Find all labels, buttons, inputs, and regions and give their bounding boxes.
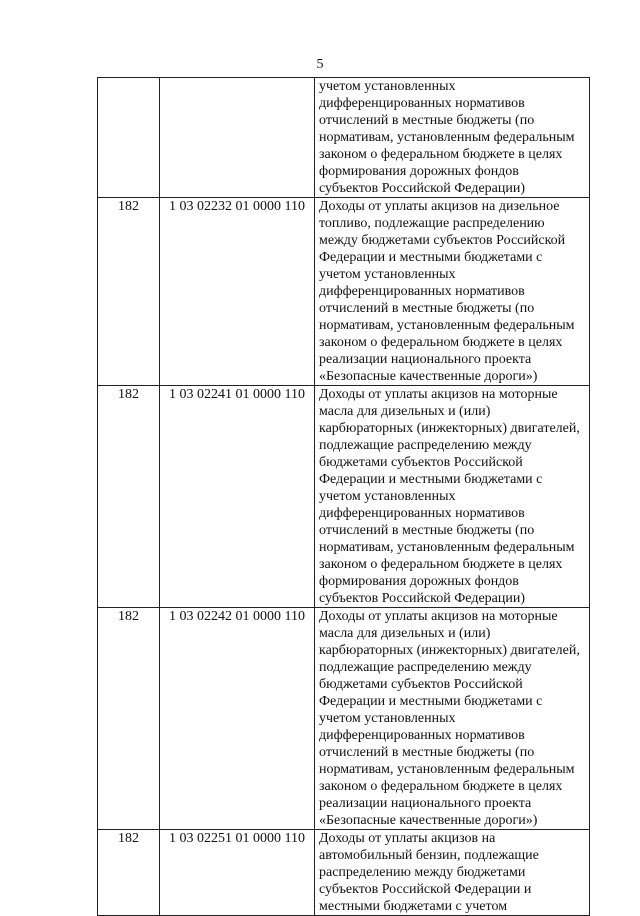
revenue-description-cell — [315, 198, 590, 386]
budget-classification-code-cell: 1 03 02251 01 0000 110 — [160, 830, 315, 916]
table-body — [98, 78, 590, 916]
description-line: «Безопасные качественные дороги») — [319, 369, 538, 384]
description-line: отчислений в местные бюджеты (по — [319, 745, 535, 760]
description-line: отчислений в местные бюджеты (по — [319, 523, 535, 538]
revenue-classification-table — [97, 77, 590, 916]
description-line: подлежащие распределению между — [319, 660, 532, 675]
revenue-description-cell — [315, 608, 590, 830]
description-line: топливо, подлежащие распределению — [319, 216, 545, 231]
budget-classification-code-cell: 1 03 02242 01 0000 110 — [160, 608, 315, 830]
description-line: масла для дизельных и (или) — [319, 404, 491, 419]
budget-classification-code-cell: 1 03 02241 01 0000 110 — [160, 386, 315, 608]
description-line: Доходы от уплаты акцизов на дизельное — [319, 199, 560, 214]
description-line: дифференцированных нормативов — [319, 96, 525, 111]
description-line: Доходы от уплаты акцизов на моторные — [319, 387, 558, 402]
description-line: законом о федеральном бюджете в целях — [319, 779, 563, 794]
page-number: 5 — [316, 57, 324, 72]
description-line: учетом установленных — [319, 79, 456, 94]
table-row — [98, 386, 590, 608]
description-line: реализации национального проекта — [319, 352, 532, 367]
description-line: субъектов Российской Федерации) — [319, 181, 526, 196]
description-line: нормативам, установленным федеральным — [319, 130, 575, 145]
revenue-description-cell — [315, 78, 590, 198]
description-line: формирования дорожных фондов — [319, 574, 519, 589]
description-line: подлежащие распределению между — [319, 438, 532, 453]
administrator-code-cell: 182 — [98, 198, 160, 386]
description-line: законом о федеральном бюджете в целях — [319, 557, 563, 572]
description-line: учетом установленных — [319, 267, 456, 282]
description-line: местными бюджетами с учетом — [319, 899, 508, 914]
table-row — [98, 78, 590, 198]
description-line: субъектов Российской Федерации) — [319, 591, 526, 606]
revenue-description-cell — [315, 386, 590, 608]
administrator-code-cell — [98, 78, 160, 198]
description-line: масла для дизельных и (или) — [319, 626, 491, 641]
description-line: карбюраторных (инжекторных) двигателей, — [319, 421, 580, 436]
description-line: «Безопасные качественные дороги») — [319, 813, 538, 828]
description-line: нормативам, установленным федеральным — [319, 540, 575, 555]
description-line: бюджетами субъектов Российской — [319, 455, 523, 470]
description-line: между бюджетами субъектов Российской — [319, 233, 566, 248]
description-line: нормативам, установленным федеральным — [319, 762, 575, 777]
description-line: автомобильный бензин, подлежащие — [319, 848, 539, 863]
description-line: формирования дорожных фондов — [319, 164, 519, 179]
description-line: Доходы от уплаты акцизов на моторные — [319, 609, 558, 624]
revenue-description-cell — [315, 830, 590, 916]
budget-classification-code-cell: 1 03 02232 01 0000 110 — [160, 198, 315, 386]
description-line: Федерации и местными бюджетами с — [319, 250, 543, 265]
description-line: дифференцированных нормативов — [319, 506, 525, 521]
description-line: нормативам, установленным федеральным — [319, 318, 575, 333]
description-line: распределению между бюджетами — [319, 865, 526, 880]
description-line: дифференцированных нормативов — [319, 284, 525, 299]
description-line: учетом установленных — [319, 489, 456, 504]
description-line: реализации национального проекта — [319, 796, 532, 811]
administrator-code-cell: 182 — [98, 386, 160, 608]
description-line: законом о федеральном бюджете в целях — [319, 147, 563, 162]
description-line: законом о федеральном бюджете в целях — [319, 335, 563, 350]
description-line: Федерации и местными бюджетами с — [319, 694, 543, 709]
description-line: бюджетами субъектов Российской — [319, 677, 523, 692]
description-line: дифференцированных нормативов — [319, 728, 525, 743]
description-line: учетом установленных — [319, 711, 456, 726]
table-row — [98, 830, 590, 916]
description-line: Федерации и местными бюджетами с — [319, 472, 543, 487]
table-row — [98, 198, 590, 386]
description-line: отчислений в местные бюджеты (по — [319, 113, 535, 128]
budget-classification-code-cell — [160, 78, 315, 198]
description-line: субъектов Российской Федерации и — [319, 882, 532, 897]
administrator-code-cell: 182 — [98, 608, 160, 830]
administrator-code-cell: 182 — [98, 830, 160, 916]
table-row — [98, 608, 590, 830]
description-line: карбюраторных (инжекторных) двигателей, — [319, 643, 580, 658]
description-line: Доходы от уплаты акцизов на — [319, 831, 496, 846]
description-line: отчислений в местные бюджеты (по — [319, 301, 535, 316]
